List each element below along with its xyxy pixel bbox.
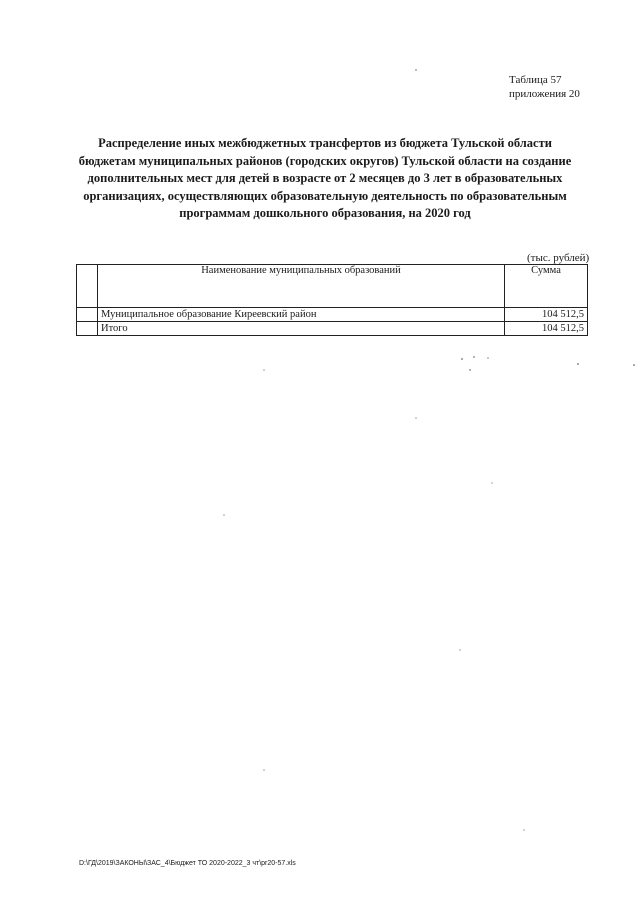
- total-amount-cell: 104 512,5: [505, 322, 588, 336]
- table-number: Таблица 57: [509, 74, 562, 86]
- total-label-cell: Итого: [98, 322, 505, 336]
- title-line: дополнительных мест для детей в возрасте от 2 месяцев до 3 лет в образовательных: [87, 171, 563, 185]
- table-reference: [509, 73, 580, 101]
- appendix-number: приложения 20: [509, 88, 580, 100]
- table-total-row: [77, 322, 588, 336]
- column-header-name: Наименование муниципальных образований: [98, 265, 505, 308]
- title-line: программам дошкольного образования, на 2020 год: [179, 206, 471, 220]
- row-amount-cell: 104 512,5: [505, 308, 588, 322]
- title-line: Распределение иных межбюджетных трансфертов из бюджета Тульской области: [98, 136, 552, 150]
- units-label: (тыс. рублей): [527, 252, 590, 264]
- file-path-footer: D:\ГД\2019\ЗАКОНЫ\ЗАС_4\Бюджет ТО 2020-2022_3 чт\pr20-57.xls: [79, 860, 296, 867]
- row-blank-cell: [77, 308, 98, 322]
- document-title: [60, 135, 590, 223]
- column-header-amount: Сумма: [505, 265, 588, 308]
- table-row: [77, 308, 588, 322]
- title-line: организациях, осуществляющих образовательную деятельность по образовательным: [83, 188, 567, 203]
- header-blank-cell: [77, 265, 98, 308]
- transfers-table: [76, 264, 588, 336]
- table-header-row: [77, 265, 588, 308]
- title-line: бюджетам муниципальных районов (городских округов) Тульской области на создание: [78, 153, 572, 168]
- row-blank-cell: [77, 322, 98, 336]
- row-name-cell: Муниципальное образование Киреевский район: [98, 308, 505, 322]
